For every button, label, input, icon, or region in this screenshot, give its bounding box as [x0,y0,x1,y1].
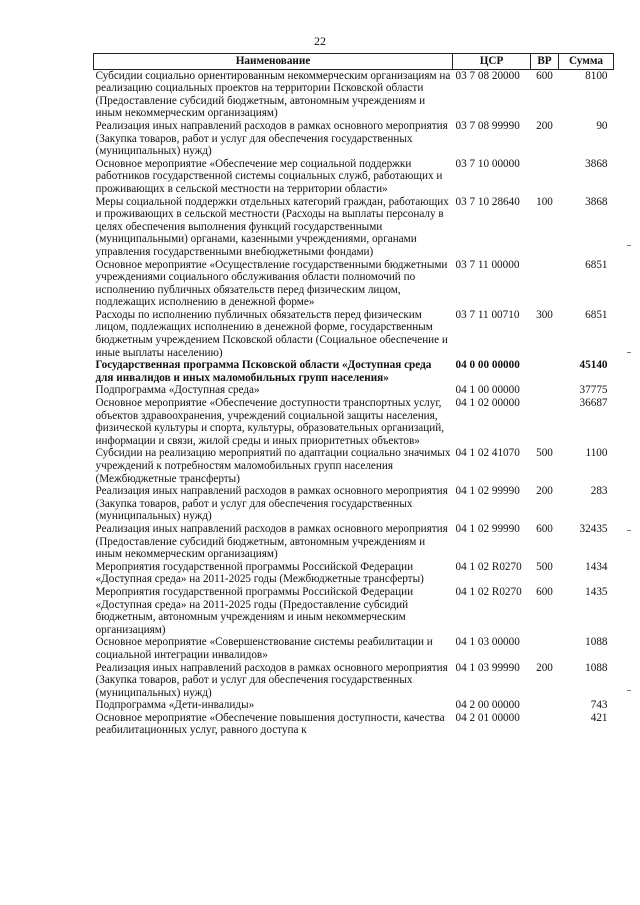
table-row [94,196,614,259]
table-row [94,561,614,586]
table-row [94,120,614,158]
cell-sum: 6851 [585,258,608,271]
cell-sum: 45140 [579,359,608,372]
cell-csr: 04 1 02 00000 [455,397,520,410]
margin-tick [627,245,631,246]
cell-csr: 04 1 02 R0270 [455,585,522,598]
table-row [94,447,614,485]
cell-sum: 1088 [585,636,608,649]
cell-sum: 421 [590,711,608,724]
cell-sum: 3868 [585,195,608,208]
cell-vr: 200 [536,119,553,132]
cell-vr [531,158,559,196]
cell-sum: 1434 [585,560,608,573]
table-row [94,523,614,561]
cell-sum: 3868 [585,157,608,170]
cell-csr: 04 2 01 00000 [455,711,520,724]
table-row [94,586,614,636]
cell-csr: 03 7 10 28640 [455,195,520,208]
cell-sum: 1088 [585,661,608,674]
cell-csr: 04 1 02 R0270 [455,560,522,573]
cell-vr: 500 [536,560,553,573]
column-header-csr: ЦСР [453,54,531,70]
table-row [94,662,614,700]
table-row [94,384,614,397]
column-header-name: Наименование [94,54,453,70]
cell-vr [531,259,559,309]
table-row [94,485,614,523]
table-row [94,69,614,120]
cell-sum: 37775 [579,384,608,397]
table-row [94,636,614,661]
cell-name: Основное мероприятие «Осуществление государственными бюджетными учреждениями социального обслуживания области полномочий по исполнению публичных обязательств перед физическим лицом, подлежащих исполнению в денежной форме» [95,258,448,309]
cell-vr: 500 [536,447,553,460]
cell-vr [531,712,559,737]
cell-csr: 03 7 08 20000 [455,69,520,82]
cell-name: Реализация иных направлений расходов в рамках основного мероприятия (Закупка товаров, работ и услуг для обеспечения государственных (муниципальных) нужд) [95,485,448,523]
cell-name: Основное мероприятие «Обеспечение мер социальной поддержки работников государственной системы социальных служб, работающих и проживающих в сельской местности на территории области» [95,157,443,195]
column-header-vr: ВР [531,54,559,70]
cell-name: Подпрограмма «Доступная среда» [95,384,260,397]
table-row [94,712,614,737]
cell-name: Субсидии на реализацию мероприятий по адаптации социально значимых учреждений к потребностям маломобильных групп населения (Межбюджетные трансферты) [95,447,451,485]
cell-vr [531,397,559,447]
cell-sum: 6851 [585,308,608,321]
table-row [94,259,614,309]
cell-name: Мероприятия государственной программы Российской Федерации «Доступная среда» на 2011-2025 годы (Предоставление субсидий бюджетным, автономным учреждениям и иным некоммерческим организациям) [95,585,414,636]
cell-vr: 200 [536,661,553,674]
cell-sum: 743 [590,699,608,712]
cell-name: Мероприятия государственной программы Российской Федерации «Доступная среда» на 2011-2025 годы (Межбюджетные трансферты) [95,560,424,586]
cell-sum: 283 [590,485,608,498]
budget-table-container [93,53,613,737]
cell-vr [531,699,559,712]
cell-sum: 32435 [579,522,608,535]
cell-name: Основное мероприятие «Обеспечение повышения доступности, качества реабилитационных услуг, равного доступа к [95,711,445,737]
cell-vr: 300 [536,308,553,321]
margin-tick [627,690,631,691]
cell-name: Подпрограмма «Дети-инвалиды» [95,699,255,712]
cell-vr [531,636,559,661]
cell-csr: 04 1 02 41070 [455,447,520,460]
cell-vr: 100 [536,195,553,208]
table-body [94,69,614,737]
cell-name: Реализация иных направлений расходов в рамках основного мероприятия (Закупка товаров, работ и услуг для обеспечения государственных (муниципальных) нужд) [95,661,448,699]
cell-name: Реализация иных направлений расходов в рамках основного мероприятия (Закупка товаров, работ и услуг для обеспечения государственных (муниципальных) нужд) [95,119,448,158]
table-row [94,397,614,447]
cell-csr: 03 7 08 99990 [455,119,520,132]
cell-name: Основное мероприятие «Обеспечение доступности транспортных услуг, объектов здравоохранения, учреждений социальной защиты населения, физической культуры и спорта, культуры, образовательных организаций, информации и связи, жилой среды и иных приоритетных объектов» [95,397,445,447]
cell-vr: 600 [536,585,553,598]
cell-vr: 600 [536,522,553,535]
cell-name: Государственная программа Псковской области «Доступная среда для инвалидов и иных маломобильных групп населения» [95,359,432,384]
column-header-sum: Сумма [559,54,614,70]
cell-vr [531,359,559,384]
cell-csr: 04 1 03 00000 [455,636,520,649]
cell-sum: 36687 [579,397,608,410]
cell-name: Меры социальной поддержки отдельных категорий граждан, работающих и проживающих в сельской местности (Расходы на выплаты персоналу в целях обеспечения выполнения функций государственными (муниципальными) органами, казенными учреждениями, органами управления государственными внебюджетными фондами) [95,195,449,258]
cell-csr: 04 1 03 99990 [455,661,520,674]
table-row [94,699,614,712]
cell-sum: 90 [596,119,608,132]
cell-csr: 04 2 00 00000 [455,699,520,712]
margin-tick [627,352,631,353]
cell-sum: 8100 [585,69,608,82]
cell-csr: 03 7 11 00000 [455,258,520,271]
page-number: 22 [314,34,326,48]
cell-name: Субсидии социально ориентированным некоммерческим организациям на реализацию социальных проектов на территории Псковской области (Предоставление субсидий бюджетным, автономным учреждениям и иным некоммерческим организациям) [95,69,451,120]
cell-sum: 1435 [585,585,608,598]
cell-csr: 04 0 00 00000 [455,359,520,372]
table-header-row [94,54,614,70]
cell-csr: 04 1 02 99990 [455,522,520,535]
cell-name: Реализация иных направлений расходов в рамках основного мероприятия (Предоставление субсидий бюджетным, автономным учреждениям и иным некоммерческим организациям) [95,522,448,561]
cell-vr: 600 [536,69,553,82]
table-row [94,359,614,384]
cell-vr [531,384,559,397]
cell-vr: 200 [536,485,553,498]
budget-table [93,53,614,737]
cell-csr: 04 1 00 00000 [455,384,520,397]
cell-name: Основное мероприятие «Совершенствование системы реабилитации и социальной интеграции инвалидов» [95,636,433,661]
cell-name: Расходы по исполнению публичных обязательств перед физическим лицом, подлежащих исполнению в денежной форме, государственным бюджетным учреждением Псковской области (Социальное обеспечение и иные выплаты населению) [95,308,448,359]
table-row [94,158,614,196]
table-row [94,309,614,359]
cell-sum: 1100 [585,447,608,460]
cell-csr: 03 7 11 00710 [455,308,520,321]
cell-csr: 04 1 02 99990 [455,485,520,498]
margin-tick [627,530,631,531]
cell-csr: 03 7 10 00000 [455,157,520,170]
